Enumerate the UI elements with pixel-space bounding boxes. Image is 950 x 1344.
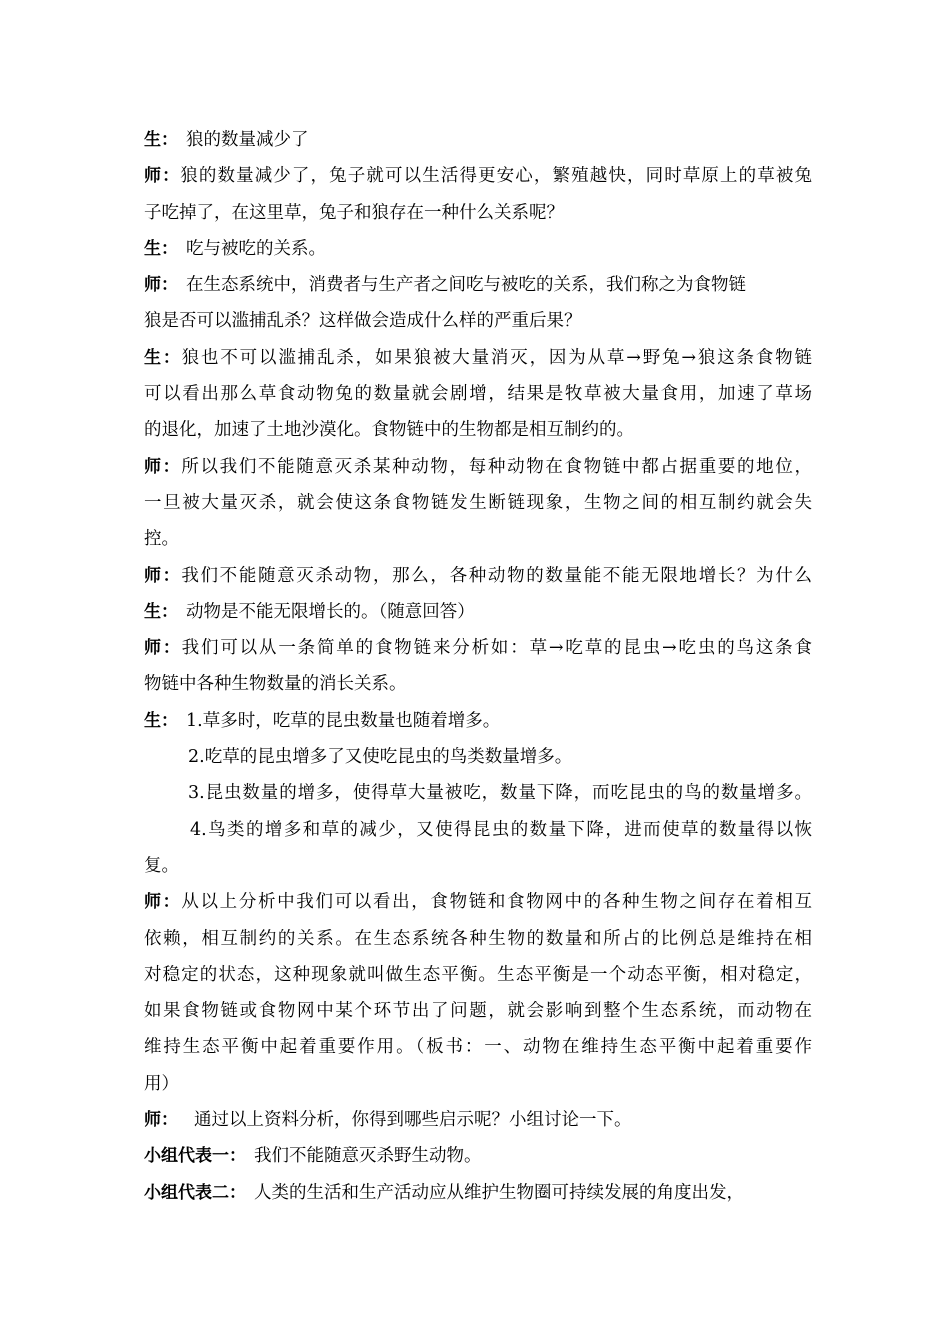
- line-text: 物链中各种生物数量的消长关系。: [144, 674, 407, 695]
- speaker-label: 师：: [144, 1110, 178, 1131]
- speaker-label: 生：: [144, 238, 178, 259]
- dialogue-line: [144, 122, 812, 158]
- dialogue-line: [144, 775, 812, 811]
- line-text: 一旦被大量灭杀，就会使这条食物链发生断链现象，生物之间的相互制约就会失: [144, 492, 812, 513]
- line-text: 1.草多时，吃草的昆虫数量也随着增多。: [186, 710, 501, 731]
- line-text: 通过以上资料分析，你得到哪些启示呢？小组讨论一下。: [194, 1110, 632, 1131]
- line-text: 子吃掉了，在这里草，兔子和狼存在一种什么关系呢？: [144, 202, 564, 223]
- line-text: 狼也不可以滥捕乱杀，如果狼被大量消灭，因为从草→野兔→狼这条食物链: [181, 347, 812, 368]
- line-text: 狼是否可以滥捕乱杀？这样做会造成什么样的严重后果？: [144, 311, 582, 332]
- dialogue-line: [144, 921, 812, 957]
- line-text: 狼的数量减少了: [186, 130, 309, 150]
- speaker-label: 生：: [144, 347, 182, 368]
- dialogue-line: [144, 957, 812, 993]
- speaker-label: 生：: [144, 601, 178, 622]
- dialogue-line: [144, 848, 812, 884]
- line-text: 狼的数量减少了，兔子就可以生活得更安心，繁殖越快，同时草原上的草被兔: [180, 166, 812, 187]
- dialogue-line: [144, 231, 812, 267]
- line-text: 4.鸟类的增多和草的减少，又使得昆虫的数量下降，进而使草的数量得以恢: [190, 819, 812, 840]
- speaker-label: 师：: [144, 565, 182, 586]
- dialogue-line: [144, 884, 812, 920]
- dialogue-line: [144, 1138, 812, 1174]
- line-text: 控。: [144, 529, 179, 550]
- line-text: 从以上分析中我们可以看出，食物链和食物网中的各种生物之间存在着相互: [181, 892, 812, 913]
- line-text: 所以我们不能随意灭杀某种动物，每种动物在食物链中都占据重要的地位，: [181, 456, 812, 477]
- line-text: 的退化，加速了土地沙漠化。食物链中的生物都是相互制约的。: [144, 420, 634, 441]
- dialogue-line: [144, 812, 812, 848]
- line-text: 复。: [144, 855, 179, 876]
- speaker-label: 师：: [144, 456, 182, 477]
- speaker-label: 小组代表一：: [144, 1146, 246, 1167]
- dialogue-line: [144, 267, 812, 303]
- speaker-label: 生：: [144, 710, 178, 731]
- dialogue-line: [144, 1066, 812, 1102]
- line-text: 维持生态平衡中起着重要作用。（板书：一、动物在维持生态平衡中起着重要作: [144, 1037, 812, 1058]
- line-text: 用）: [144, 1073, 179, 1094]
- dialogue-line: [144, 739, 812, 775]
- dialogue-line: [144, 703, 812, 739]
- dialogue-line: [144, 1102, 812, 1138]
- speaker-label: 师：: [144, 275, 178, 296]
- dialogue-line: [144, 594, 812, 630]
- dialogue-line: [144, 630, 812, 666]
- speaker-label: 师：: [144, 892, 182, 913]
- dialogue-line: [144, 1029, 812, 1065]
- line-text: 动物是不能无限增长的。（随意回答）: [186, 601, 475, 622]
- line-text: 对稳定的状态，这种现象就叫做生态平衡。生态平衡是一个动态平衡，相对稳定，: [144, 964, 812, 985]
- line-text: 3.昆虫数量的增多，使得草大量被吃，数量下降，而吃昆虫的鸟的数量增多。: [188, 783, 812, 804]
- dialogue-line: [144, 195, 812, 231]
- speaker-label: 生：: [144, 130, 178, 150]
- line-text: 可以看出那么草食动物兔的数量就会剧增，结果是牧草被大量食用，加速了草场: [144, 384, 812, 405]
- dialogue-line: [144, 303, 812, 339]
- dialogue-line: [144, 340, 812, 376]
- speaker-label: 师：: [144, 638, 182, 659]
- line-text: 2.吃草的昆虫增多了又使吃昆虫的鸟类数量增多。: [188, 747, 573, 768]
- line-text: 我们不能随意灭杀动物，那么，各种动物的数量能不能无限地增长？为什么: [181, 565, 812, 586]
- line-text: 吃与被吃的关系。: [186, 238, 326, 259]
- dialogue-line: [144, 521, 812, 557]
- dialogue-line: [144, 412, 812, 448]
- line-text: 在生态系统中，消费者与生产者之间吃与被吃的关系，我们称之为食物链: [186, 275, 746, 296]
- speaker-label: 师：: [144, 166, 181, 187]
- speaker-label: 小组代表二：: [144, 1182, 246, 1203]
- dialogue-line: [144, 558, 812, 594]
- dialogue-line: [144, 1175, 812, 1211]
- dialogue-line: [144, 449, 812, 485]
- dialogue-line: [144, 485, 812, 521]
- line-text: 依赖，相互制约的关系。在生态系统各种生物的数量和所占的比例总是维持在相: [144, 928, 812, 949]
- dialogue-line: [144, 993, 812, 1029]
- line-text: 人类的生活和生产活动应从维护生物圈可持续发展的角度出发，: [254, 1182, 744, 1203]
- dialogue-line: [144, 666, 812, 702]
- line-text: 如果食物链或食物网中某个环节出了问题，就会影响到整个生态系统，而动物在: [144, 1001, 812, 1022]
- line-text: 我们可以从一条简单的食物链来分析如：草→吃草的昆虫→吃虫的鸟这条食: [181, 638, 812, 659]
- line-text: 我们不能随意灭杀野生动物。: [254, 1146, 482, 1167]
- dialogue-line: [144, 158, 812, 194]
- dialogue-line: [144, 376, 812, 412]
- dialogue-text: [144, 122, 812, 1211]
